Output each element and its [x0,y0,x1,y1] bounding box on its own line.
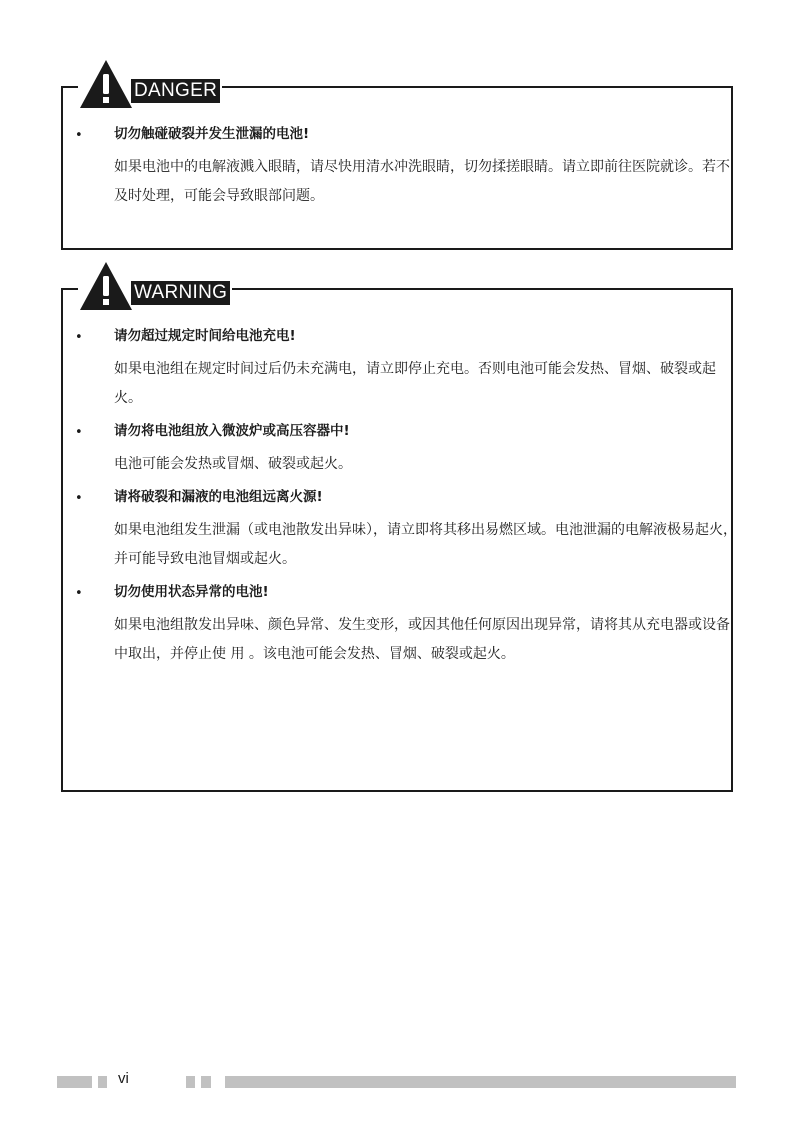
danger-label: DANGER [131,79,220,103]
list-item [63,489,737,574]
warning-triangle-icon [78,260,134,312]
item-body: 如果电池组散发出异味、颜色异常、发生变形，或因其他任何原因出现异常，请将其从充电器或设备中取出，并停止使 用 。该电池可能会发热、冒烟、破裂或起火。 [114,617,730,662]
bullet: • [75,425,83,440]
item-title: 请勿超过规定时间给电池充电! [114,328,296,344]
bullet: • [75,491,83,506]
footer-bar-mid-small-1 [186,1076,195,1088]
warning-items [63,328,737,679]
item-title: 请勿将电池组放入微波炉或高压容器中! [114,423,350,439]
danger-header [78,58,222,110]
item-body: 如果电池组在规定时间过后仍未充满电，请立即停止充电。否则电池可能会发热、冒烟、破裂或起火。 [114,361,716,406]
item-title: 切勿使用状态异常的电池! [114,584,269,600]
footer-bar-mid-small-2 [201,1076,211,1088]
bullet: • [75,330,83,345]
item-body: 电池可能会发热或冒烟、破裂或起火。 [114,456,352,472]
warning-triangle-icon [78,58,134,110]
item-body: 如果电池组发生泄漏（或电池散发出异味），请立即将其移出易燃区域。电池泄漏的电解液极易起火，并可能导致电池冒烟或起火。 [114,522,737,567]
list-item [63,328,731,413]
warning-label: WARNING [131,281,230,305]
footer-bar-left-small [98,1076,107,1088]
item-title: 切勿触碰破裂并发生泄漏的电池! [114,126,310,142]
footer-bar-right [225,1076,736,1088]
list-item [63,584,731,669]
warning-header [78,260,232,312]
page-number: vi [118,1070,129,1087]
bullet: • [75,586,83,601]
item-body: 如果电池中的电解液溅入眼睛，请尽快用清水冲洗眼睛，切勿揉搓眼睛。请立即前往医院就诊。若不及时处理，可能会导致眼部问题。 [114,159,730,204]
list-item [63,126,731,211]
danger-items [63,126,731,221]
page-footer [0,1070,797,1090]
bullet: • [75,128,83,143]
item-title: 请将破裂和漏液的电池组远离火源! [114,489,323,505]
list-item [63,423,731,479]
danger-notice-box [61,80,733,250]
footer-bar-left [57,1076,92,1088]
warning-notice-box [61,282,737,792]
